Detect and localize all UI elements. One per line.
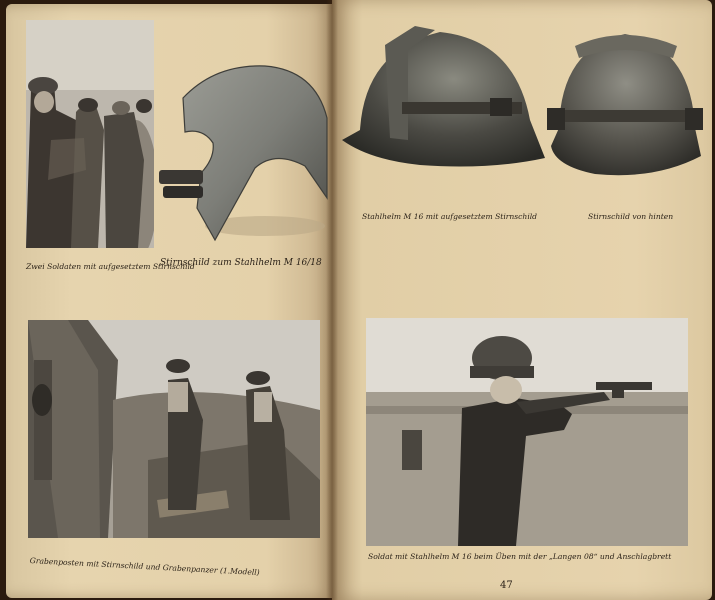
caption-helmet-back: Stirnschild von hinten [588,212,674,221]
photo-trench-post [28,320,320,538]
page-number: 47 [500,580,513,591]
photo-helmet-back [545,28,705,178]
caption-pistol-soldier: Soldat mit Stahlhelm M 16 beim Üben mit der „Langen 08“ und Anschlagbrett [368,552,672,561]
caption-two-soldiers: Zwei Soldaten mit aufgesetztem Stirnschild [26,262,195,271]
photo-helmet-front [340,20,550,170]
photo-two-soldiers [26,20,154,248]
caption-stirnschild: Stirnschild zum Stahlhelm M 16/18 [160,258,322,268]
caption-helmet-front: Stahlhelm M 16 mit aufgesetztem Stirnschild [362,212,538,221]
caption-trench-post: Grabenposten mit Stirnschild und Grabenpanzer (1.Modell) [29,556,260,578]
photo-stirnschild-plate [155,58,330,246]
photo-pistol-soldier [366,318,688,546]
